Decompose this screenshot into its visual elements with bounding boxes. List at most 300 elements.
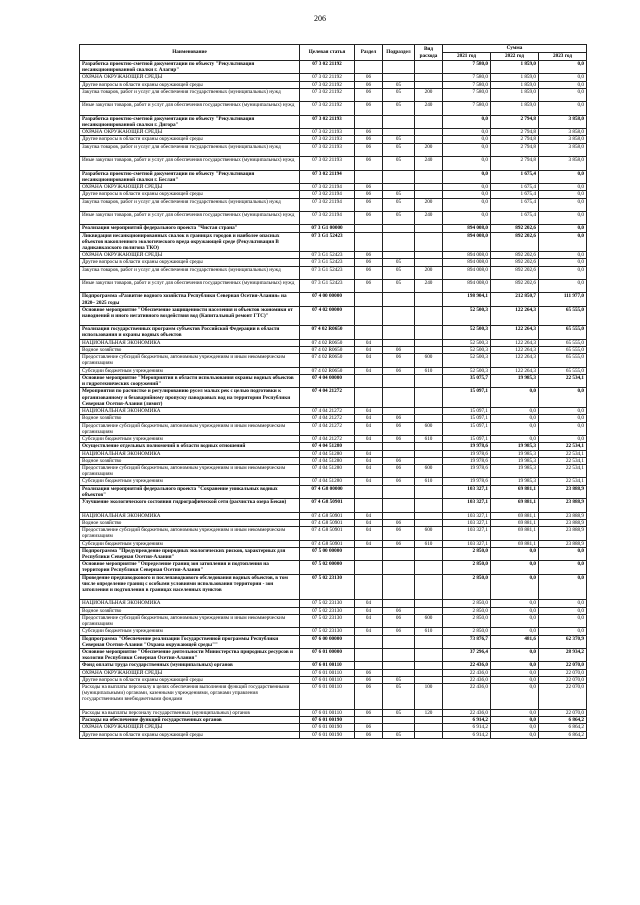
budget-table bbox=[79, 44, 587, 739]
row-2023: 22 070,0 bbox=[539, 684, 587, 710]
row-2022: 0,0 bbox=[491, 561, 539, 574]
row-expense-type: 240 bbox=[415, 211, 443, 224]
row-name: Водное хозяйство bbox=[80, 457, 300, 464]
row-subsection bbox=[383, 635, 415, 648]
row-2021: 0,0 bbox=[443, 136, 491, 143]
row-2023: 0,0 bbox=[539, 61, 587, 74]
table-row bbox=[80, 519, 587, 526]
row-2022: 69 881,1 bbox=[491, 512, 539, 519]
table-row bbox=[80, 225, 587, 232]
row-2022: 69 881,1 bbox=[491, 499, 539, 512]
row-section: 06 bbox=[355, 136, 383, 143]
row-subsection bbox=[383, 443, 415, 450]
row-section bbox=[355, 375, 383, 388]
row-expense-type bbox=[415, 129, 443, 136]
row-2022: 122 264,3 bbox=[491, 306, 539, 326]
row-2023: 22 534,1 bbox=[539, 375, 587, 388]
row-section bbox=[355, 61, 383, 74]
row-target: 07 5 00 00000 bbox=[300, 547, 355, 560]
row-name: Предоставление субсидий бюджетным, автономным учреждениям и иным некоммерческим организациям bbox=[80, 422, 300, 435]
row-subsection: 05 bbox=[383, 259, 415, 266]
row-2022: 122 264,3 bbox=[491, 339, 539, 346]
row-section: 06 bbox=[355, 129, 383, 136]
table-row bbox=[80, 347, 587, 354]
row-2021: 2 850,0 bbox=[443, 628, 491, 635]
row-name: Подпрограмма «Развитие водного хозяйства Республики Северная Осетия-Алания» на 2020– 2025 годы bbox=[80, 293, 300, 306]
row-target: 07 3 02 21192 bbox=[300, 88, 355, 101]
row-expense-type: 240 bbox=[415, 102, 443, 115]
table-row bbox=[80, 540, 587, 547]
row-section bbox=[355, 293, 383, 306]
row-section: 06 bbox=[355, 731, 383, 738]
row-name: Расходы на выплаты персоналу государственных (муниципальных) органов bbox=[80, 709, 300, 716]
table-row bbox=[80, 293, 587, 306]
row-target: 07 6 01 00000 bbox=[300, 648, 355, 661]
table-row bbox=[80, 198, 587, 211]
row-section: 04 bbox=[355, 407, 383, 414]
row-subsection: 06 bbox=[383, 457, 415, 464]
row-name: Реализация мероприятий федерального проекта "Чистая страна" bbox=[80, 225, 300, 232]
row-2023: 28 934,2 bbox=[539, 648, 587, 661]
row-2022: 0,0 bbox=[491, 574, 539, 600]
row-section: 06 bbox=[355, 157, 383, 170]
row-name: Иные закупки товаров, работ и услуг для обеспечения государственных (муниципальных) нужд bbox=[80, 102, 300, 115]
row-2022: 1 859,0 bbox=[491, 81, 539, 88]
row-2023: 22 534,1 bbox=[539, 457, 587, 464]
row-name: Подпрограмма "Обеспечение реализации Государственной программы Республики Северная Осетия-Алания "Охрана окружающей среды"" bbox=[80, 635, 300, 648]
row-section: 06 bbox=[355, 252, 383, 259]
row-section: 06 bbox=[355, 191, 383, 198]
row-2022: 1 675,4 bbox=[491, 198, 539, 211]
row-section: 04 bbox=[355, 628, 383, 635]
row-subsection bbox=[383, 293, 415, 306]
table-row bbox=[80, 407, 587, 414]
row-2022: 19 985,3 bbox=[491, 457, 539, 464]
row-2021: 19 978,6 bbox=[443, 443, 491, 450]
table-row bbox=[80, 61, 587, 74]
row-section bbox=[355, 232, 383, 252]
row-name: Закупка товаров, работ и услуг для обеспечения государственных (муниципальных) нужд bbox=[80, 198, 300, 211]
row-name: Другие вопросы в области охраны окружающей среды bbox=[80, 259, 300, 266]
row-2023: 23 888,9 bbox=[539, 519, 587, 526]
row-section: 04 bbox=[355, 540, 383, 547]
row-2021: 15 097,1 bbox=[443, 407, 491, 414]
row-name: Ликвидация несанкционированных свалок в границах городов и наиболее опасных объектов накопленного экологического вреда окружающей среде (Рекультивация В ладикавказского полигона ТКО) bbox=[80, 232, 300, 252]
row-target: 07 4 04 51280 bbox=[300, 465, 355, 478]
row-2021: 7 580,0 bbox=[443, 88, 491, 101]
row-target: 07 5 02 00000 bbox=[300, 561, 355, 574]
row-expense-type bbox=[415, 170, 443, 183]
row-subsection bbox=[383, 375, 415, 388]
row-expense-type bbox=[415, 669, 443, 676]
row-name: Осуществление отдельных полномочий в области водных отношений bbox=[80, 443, 300, 450]
header-target: Целевая статья bbox=[300, 45, 355, 61]
header-2022: 2022 год bbox=[491, 53, 539, 61]
row-2021: 19 978,6 bbox=[443, 465, 491, 478]
row-target: 07 5 02 23130 bbox=[300, 574, 355, 600]
row-2023: 0,0 bbox=[539, 415, 587, 422]
row-expense-type: 600 bbox=[415, 527, 443, 540]
row-section: 06 bbox=[355, 280, 383, 293]
row-2023: 0,0 bbox=[539, 198, 587, 211]
row-2021: 2 850,0 bbox=[443, 561, 491, 574]
row-2023: 0,0 bbox=[539, 600, 587, 607]
row-name: Другие вопросы в области охраны окружающей среды bbox=[80, 81, 300, 88]
row-subsection: 06 bbox=[383, 478, 415, 485]
row-2023: 0,0 bbox=[539, 388, 587, 408]
row-subsection: 06 bbox=[383, 435, 415, 442]
row-subsection bbox=[383, 225, 415, 232]
row-section bbox=[355, 225, 383, 232]
row-2023: 3 858,0 bbox=[539, 157, 587, 170]
row-2022: 122 264,3 bbox=[491, 326, 539, 339]
row-name: ОХРАНА ОКРУЖАЮЩЕЙ СРЕДЫ bbox=[80, 129, 300, 136]
row-expense-type bbox=[415, 607, 443, 614]
row-2022: 1 675,4 bbox=[491, 170, 539, 183]
row-subsection: 05 bbox=[383, 676, 415, 683]
header-2023: 2023 год bbox=[539, 53, 587, 61]
header-sum: Сумма bbox=[443, 45, 587, 53]
row-name: НАЦИОНАЛЬНАЯ ЭКОНОМИКА bbox=[80, 600, 300, 607]
row-name: Подпрограмма "Предупреждение природных экологических рисков, характерных для Республики Северная Осетия-Алания" bbox=[80, 547, 300, 560]
row-2022: 2 794,8 bbox=[491, 136, 539, 143]
row-section: 04 bbox=[355, 367, 383, 374]
row-2022: 2 794,8 bbox=[491, 115, 539, 128]
row-subsection bbox=[383, 115, 415, 128]
table-row bbox=[80, 306, 587, 326]
row-name: Предоставление субсидий бюджетным, автономным учреждениям и иным некоммерческим организациям bbox=[80, 354, 300, 367]
row-target: 07 4 02 R0650 bbox=[300, 367, 355, 374]
row-section bbox=[355, 170, 383, 183]
row-target: 07 3 02 21192 bbox=[300, 61, 355, 74]
row-expense-type bbox=[415, 457, 443, 464]
header-2021: 2021 год bbox=[443, 53, 491, 61]
row-target: 07 4 02 R0650 bbox=[300, 339, 355, 346]
row-2021: 0,0 bbox=[443, 183, 491, 190]
row-expense-type bbox=[415, 600, 443, 607]
row-subsection: 05 bbox=[383, 157, 415, 170]
row-subsection bbox=[383, 388, 415, 408]
row-subsection: 05 bbox=[383, 266, 415, 279]
row-2023: 23 888,9 bbox=[539, 499, 587, 512]
row-subsection: 05 bbox=[383, 102, 415, 115]
row-subsection bbox=[383, 561, 415, 574]
row-2023: 23 888,9 bbox=[539, 540, 587, 547]
row-name: ОХРАНА ОКРУЖАЮЩЕЙ СРЕДЫ bbox=[80, 724, 300, 731]
row-2023: 6 864,2 bbox=[539, 724, 587, 731]
row-2022: 1 675,4 bbox=[491, 191, 539, 198]
row-expense-type bbox=[415, 115, 443, 128]
table-row bbox=[80, 450, 587, 457]
table-row bbox=[80, 326, 587, 339]
row-2021: 894 008,0 bbox=[443, 259, 491, 266]
row-target: 07 3 G1 00000 bbox=[300, 225, 355, 232]
row-2021: 15 097,1 bbox=[443, 422, 491, 435]
row-expense-type: 610 bbox=[415, 540, 443, 547]
row-subsection bbox=[383, 669, 415, 676]
row-target: 07 3 G1 52423 bbox=[300, 252, 355, 259]
row-2022: 19 985,3 bbox=[491, 375, 539, 388]
row-target: 07 5 02 23130 bbox=[300, 614, 355, 627]
row-target: 07 6 01 00190 bbox=[300, 731, 355, 738]
row-section: 04 bbox=[355, 527, 383, 540]
row-expense-type bbox=[415, 662, 443, 669]
row-section: 04 bbox=[355, 600, 383, 607]
row-name: Предоставление субсидий бюджетным, автономным учреждениям и иным некоммерческим организациям bbox=[80, 527, 300, 540]
row-name: Субсидии бюджетным учреждениям bbox=[80, 628, 300, 635]
row-target: 07 5 02 23130 bbox=[300, 628, 355, 635]
row-expense-type bbox=[415, 74, 443, 81]
row-target: 07 3 G1 52423 bbox=[300, 259, 355, 266]
row-section: 04 bbox=[355, 478, 383, 485]
row-2021: 22 436,0 bbox=[443, 662, 491, 669]
row-section bbox=[355, 326, 383, 339]
row-expense-type bbox=[415, 232, 443, 252]
row-name: Реализация мероприятий федерального проекта "Сохранение уникальных водных объектов" bbox=[80, 485, 300, 498]
row-2023: 0,0 bbox=[539, 183, 587, 190]
row-2023: 65 555,0 bbox=[539, 367, 587, 374]
row-2023: 3 858,0 bbox=[539, 136, 587, 143]
row-section: 06 bbox=[355, 266, 383, 279]
table-row bbox=[80, 266, 587, 279]
row-name: Основное мероприятие "Обеспечение деятельности Министерства природных ресурсов и экологии Республики Северная Осетия-Алания" bbox=[80, 648, 300, 661]
row-expense-type bbox=[415, 443, 443, 450]
row-2021: 7 580,0 bbox=[443, 102, 491, 115]
row-name: Другие вопросы в области охраны окружающей среды bbox=[80, 676, 300, 683]
row-2021: 19 978,6 bbox=[443, 450, 491, 457]
row-section: 06 bbox=[355, 684, 383, 710]
row-section: 06 bbox=[355, 669, 383, 676]
row-target: 07 4 04 51280 bbox=[300, 443, 355, 450]
row-target: 07 4 G8 50901 bbox=[300, 512, 355, 519]
row-2022: 0,0 bbox=[491, 415, 539, 422]
row-section: 04 bbox=[355, 512, 383, 519]
row-name: Водное хозяйство bbox=[80, 415, 300, 422]
row-name: Закупка товаров, работ и услуг для обеспечения государственных (муниципальных) нужд bbox=[80, 88, 300, 101]
row-2023: 6 864,2 bbox=[539, 731, 587, 738]
row-name: Реализация государственных программ субъектов Российской Федерации в области использования и охраны водных объектов bbox=[80, 326, 300, 339]
row-target: 07 3 02 21194 bbox=[300, 198, 355, 211]
table-row bbox=[80, 635, 587, 648]
row-2021: 22 436,0 bbox=[443, 684, 491, 710]
row-2022: 2 794,8 bbox=[491, 157, 539, 170]
table-row bbox=[80, 662, 587, 669]
row-2023: 0,0 bbox=[539, 170, 587, 183]
table-row bbox=[80, 684, 587, 710]
row-subsection bbox=[383, 662, 415, 669]
table-header bbox=[80, 45, 587, 61]
row-expense-type bbox=[415, 388, 443, 408]
table-body bbox=[80, 61, 587, 739]
row-section: 04 bbox=[355, 465, 383, 478]
row-2021: 19 978,6 bbox=[443, 457, 491, 464]
row-2021: 0,0 bbox=[443, 191, 491, 198]
row-2023: 22 534,1 bbox=[539, 465, 587, 478]
row-target: 07 4 04 21272 bbox=[300, 388, 355, 408]
row-name: Предоставление субсидий бюджетным, автономным учреждениям и иным некоммерческим организациям bbox=[80, 465, 300, 478]
row-name: Улучшение экологического состояния гидрографической сети (расчистка озера Бекан) bbox=[80, 499, 300, 512]
row-2023: 0,0 bbox=[539, 547, 587, 560]
row-section bbox=[355, 635, 383, 648]
row-2023: 22 534,1 bbox=[539, 450, 587, 457]
row-target: 07 6 01 00110 bbox=[300, 669, 355, 676]
row-subsection bbox=[383, 61, 415, 74]
row-expense-type bbox=[415, 450, 443, 457]
row-section: 06 bbox=[355, 102, 383, 115]
row-subsection: 05 bbox=[383, 191, 415, 198]
row-subsection bbox=[383, 717, 415, 724]
row-target: 07 6 01 00110 bbox=[300, 676, 355, 683]
row-subsection bbox=[383, 512, 415, 519]
row-2022: 122 264,3 bbox=[491, 367, 539, 374]
row-section: 06 bbox=[355, 724, 383, 731]
row-2023: 3 858,0 bbox=[539, 115, 587, 128]
row-2023: 6 864,2 bbox=[539, 717, 587, 724]
row-subsection: 05 bbox=[383, 143, 415, 156]
row-section bbox=[355, 499, 383, 512]
row-name: Проведение предпаводкового и послепаводкового обследования водных объектов, в том числе определение границ с особыми условиями использования территории - зон затопления и подтопления в границах населенных пунктов bbox=[80, 574, 300, 600]
row-subsection bbox=[383, 129, 415, 136]
row-subsection: 05 bbox=[383, 81, 415, 88]
row-target: 07 6 01 00110 bbox=[300, 662, 355, 669]
row-expense-type: 600 bbox=[415, 614, 443, 627]
row-2021: 0,0 bbox=[443, 157, 491, 170]
row-2023: 22 070,0 bbox=[539, 676, 587, 683]
table-row bbox=[80, 388, 587, 408]
row-target: 07 4 04 21272 bbox=[300, 422, 355, 435]
row-target: 07 3 02 21192 bbox=[300, 74, 355, 81]
row-2021: 52 500,3 bbox=[443, 306, 491, 326]
row-2021: 52 500,3 bbox=[443, 326, 491, 339]
row-target: 07 4 G8 50901 bbox=[300, 519, 355, 526]
table-row bbox=[80, 115, 587, 128]
row-2021: 52 500,3 bbox=[443, 367, 491, 374]
row-2022: 892 202,6 bbox=[491, 259, 539, 266]
row-2022: 69 881,1 bbox=[491, 519, 539, 526]
table-row bbox=[80, 731, 587, 738]
row-2021: 2 850,0 bbox=[443, 600, 491, 607]
row-section bbox=[355, 443, 383, 450]
row-2021: 103 327,1 bbox=[443, 499, 491, 512]
row-2021: 103 327,1 bbox=[443, 485, 491, 498]
row-expense-type bbox=[415, 724, 443, 731]
row-section: 06 bbox=[355, 259, 383, 266]
row-section bbox=[355, 388, 383, 408]
row-expense-type: 600 bbox=[415, 354, 443, 367]
row-subsection bbox=[383, 450, 415, 457]
row-2023: 22 070,0 bbox=[539, 669, 587, 676]
row-section: 06 bbox=[355, 709, 383, 716]
row-expense-type: 200 bbox=[415, 266, 443, 279]
row-name: НАЦИОНАЛЬНАЯ ЭКОНОМИКА bbox=[80, 407, 300, 414]
row-2022: 19 985,3 bbox=[491, 443, 539, 450]
row-2023: 23 888,9 bbox=[539, 485, 587, 498]
row-target: 07 4 04 00000 bbox=[300, 375, 355, 388]
row-2022: 0,0 bbox=[491, 731, 539, 738]
row-2022: 2 794,8 bbox=[491, 143, 539, 156]
row-name: Субсидии бюджетным учреждениям bbox=[80, 367, 300, 374]
row-2022: 892 202,6 bbox=[491, 266, 539, 279]
row-name: Другие вопросы в области охраны окружающей среды bbox=[80, 136, 300, 143]
row-2023: 0,0 bbox=[539, 81, 587, 88]
row-2022: 1 859,0 bbox=[491, 74, 539, 81]
header-subsection: Подраздел bbox=[383, 45, 415, 61]
row-subsection bbox=[383, 724, 415, 731]
row-target: 07 3 02 21193 bbox=[300, 115, 355, 128]
table-row bbox=[80, 191, 587, 198]
row-expense-type bbox=[415, 407, 443, 414]
row-name: Иные закупки товаров, работ и услуг для обеспечения государственных (муниципальных) нужд bbox=[80, 211, 300, 224]
row-expense-type bbox=[415, 293, 443, 306]
table-row bbox=[80, 457, 587, 464]
row-expense-type: 200 bbox=[415, 198, 443, 211]
row-section: 06 bbox=[355, 143, 383, 156]
row-subsection: 05 bbox=[383, 136, 415, 143]
row-subsection: 05 bbox=[383, 211, 415, 224]
table-row bbox=[80, 232, 587, 252]
row-name: Разработка проектно-сметной документации по объекту "Рекультивация несанкционированной свалки г. Беслан" bbox=[80, 170, 300, 183]
table-row bbox=[80, 478, 587, 485]
table-row bbox=[80, 415, 587, 422]
row-2021: 894 008,0 bbox=[443, 232, 491, 252]
row-2022: 0,0 bbox=[491, 614, 539, 627]
row-section bbox=[355, 717, 383, 724]
row-expense-type bbox=[415, 561, 443, 574]
row-2021: 6 914,2 bbox=[443, 717, 491, 724]
table-row bbox=[80, 717, 587, 724]
row-2023: 22 070,0 bbox=[539, 662, 587, 669]
row-subsection: 06 bbox=[383, 607, 415, 614]
row-2022: 0,0 bbox=[491, 422, 539, 435]
row-2022: 122 264,3 bbox=[491, 354, 539, 367]
table-row bbox=[80, 561, 587, 574]
table-row bbox=[80, 547, 587, 560]
row-target: 07 6 01 00110 bbox=[300, 684, 355, 710]
row-name: Закупка товаров, работ и услуг для обеспечения государственных (муниципальных) нужд bbox=[80, 266, 300, 279]
row-expense-type bbox=[415, 499, 443, 512]
row-2022: 69 881,1 bbox=[491, 540, 539, 547]
row-name: Водное хозяйство bbox=[80, 519, 300, 526]
row-target: 07 6 01 00190 bbox=[300, 717, 355, 724]
row-name: ОХРАНА ОКРУЖАЮЩЕЙ СРЕДЫ bbox=[80, 669, 300, 676]
row-name: Разработка проектно-сметной документации по объекту "Рекультивация несанкционированной свалки г. Дигора" bbox=[80, 115, 300, 128]
row-target: 07 6 00 00000 bbox=[300, 635, 355, 648]
row-subsection: 05 bbox=[383, 88, 415, 101]
table-row bbox=[80, 676, 587, 683]
row-expense-type bbox=[415, 547, 443, 560]
row-name: ОХРАНА ОКРУЖАЮЩЕЙ СРЕДЫ bbox=[80, 252, 300, 259]
row-2021: 0,0 bbox=[443, 143, 491, 156]
row-2023: 0,0 bbox=[539, 628, 587, 635]
table-row bbox=[80, 252, 587, 259]
row-expense-type: 240 bbox=[415, 280, 443, 293]
row-section: 06 bbox=[355, 183, 383, 190]
row-subsection: 06 bbox=[383, 422, 415, 435]
row-2023: 0,0 bbox=[539, 102, 587, 115]
row-2023: 0,0 bbox=[539, 561, 587, 574]
table-row bbox=[80, 614, 587, 627]
row-name: НАЦИОНАЛЬНАЯ ЭКОНОМИКА bbox=[80, 512, 300, 519]
row-2021: 0,0 bbox=[443, 115, 491, 128]
row-section bbox=[355, 662, 383, 669]
row-subsection bbox=[383, 485, 415, 498]
row-subsection bbox=[383, 339, 415, 346]
row-subsection bbox=[383, 547, 415, 560]
row-expense-type bbox=[415, 81, 443, 88]
row-2022: 0,0 bbox=[491, 600, 539, 607]
row-2022: 0,0 bbox=[491, 607, 539, 614]
table-row bbox=[80, 183, 587, 190]
